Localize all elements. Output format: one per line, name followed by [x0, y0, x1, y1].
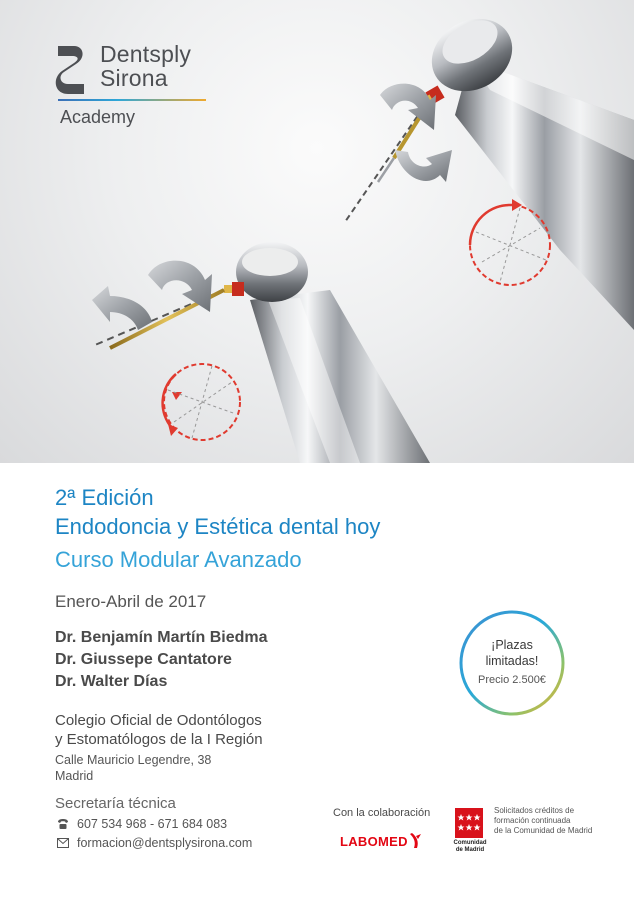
speaker-name: Dr. Walter Días [55, 673, 168, 690]
badge-line: ¡Plazas [491, 638, 533, 652]
madrid-line: de Madrid [455, 847, 485, 853]
upper-handpiece [419, 5, 634, 330]
address-line: Madrid [55, 769, 94, 783]
speaker-name: Dr. Benjamín Martín Biedma [55, 629, 268, 646]
speaker-name: Dr. Giussepe Cantatore [55, 651, 232, 668]
phone-number[interactable]: 607 534 968 - 671 684 083 [77, 817, 228, 831]
madrid-line: Comunidad [453, 840, 487, 846]
credits-line: de la Comunidad de Madrid [494, 826, 593, 835]
collaboration-label: Con la colaboración [333, 807, 431, 819]
brand-divider [58, 99, 206, 101]
brand-name: Dentsply Sirona [100, 41, 192, 91]
brand-academy: Academy [60, 107, 136, 127]
course-title: Endodoncia y Estética dental hoy [55, 514, 381, 539]
course-dates: Enero-Abril de 2017 [55, 592, 207, 611]
course-subtitle: Curso Modular Avanzado [55, 547, 302, 572]
email-icon [57, 838, 69, 848]
contact-email [57, 836, 252, 850]
venue-name [55, 711, 355, 749]
credits-line: formación continuada [494, 816, 571, 825]
speaker-list [55, 627, 268, 693]
venue-line: y Estomatólogos de la I Región [55, 731, 263, 748]
comunidad-madrid-flag-icon [455, 808, 483, 838]
comunidad-madrid-name [449, 840, 491, 854]
venue-line: Colegio Oficial de Odontólogos [55, 712, 262, 729]
training-credits-note [494, 806, 624, 836]
secretaria-label: Secretaría técnica [55, 795, 176, 812]
contact-phone [57, 817, 227, 831]
labomed-swoosh-icon [408, 832, 422, 850]
badge-line: limitadas! [485, 654, 539, 668]
labomed-wordmark: LABOMED [340, 833, 408, 849]
limited-places-badge [457, 608, 567, 718]
rotation-diagram-lower [163, 364, 240, 440]
lower-handpiece [224, 242, 430, 463]
badge-price: Precio 2.500€ [478, 674, 546, 686]
credits-line: Solicitados créditos de [494, 806, 575, 815]
course-edition: 2ª Edición [55, 485, 154, 510]
labomed-logo [340, 832, 422, 850]
phone-icon [57, 819, 69, 829]
email-address[interactable]: formacion@dentsplysirona.com [77, 836, 253, 850]
dentsply-sirona-mark-icon [54, 44, 88, 96]
venue-address [55, 752, 211, 784]
address-line: Calle Mauricio Legendre, 38 [55, 753, 212, 767]
